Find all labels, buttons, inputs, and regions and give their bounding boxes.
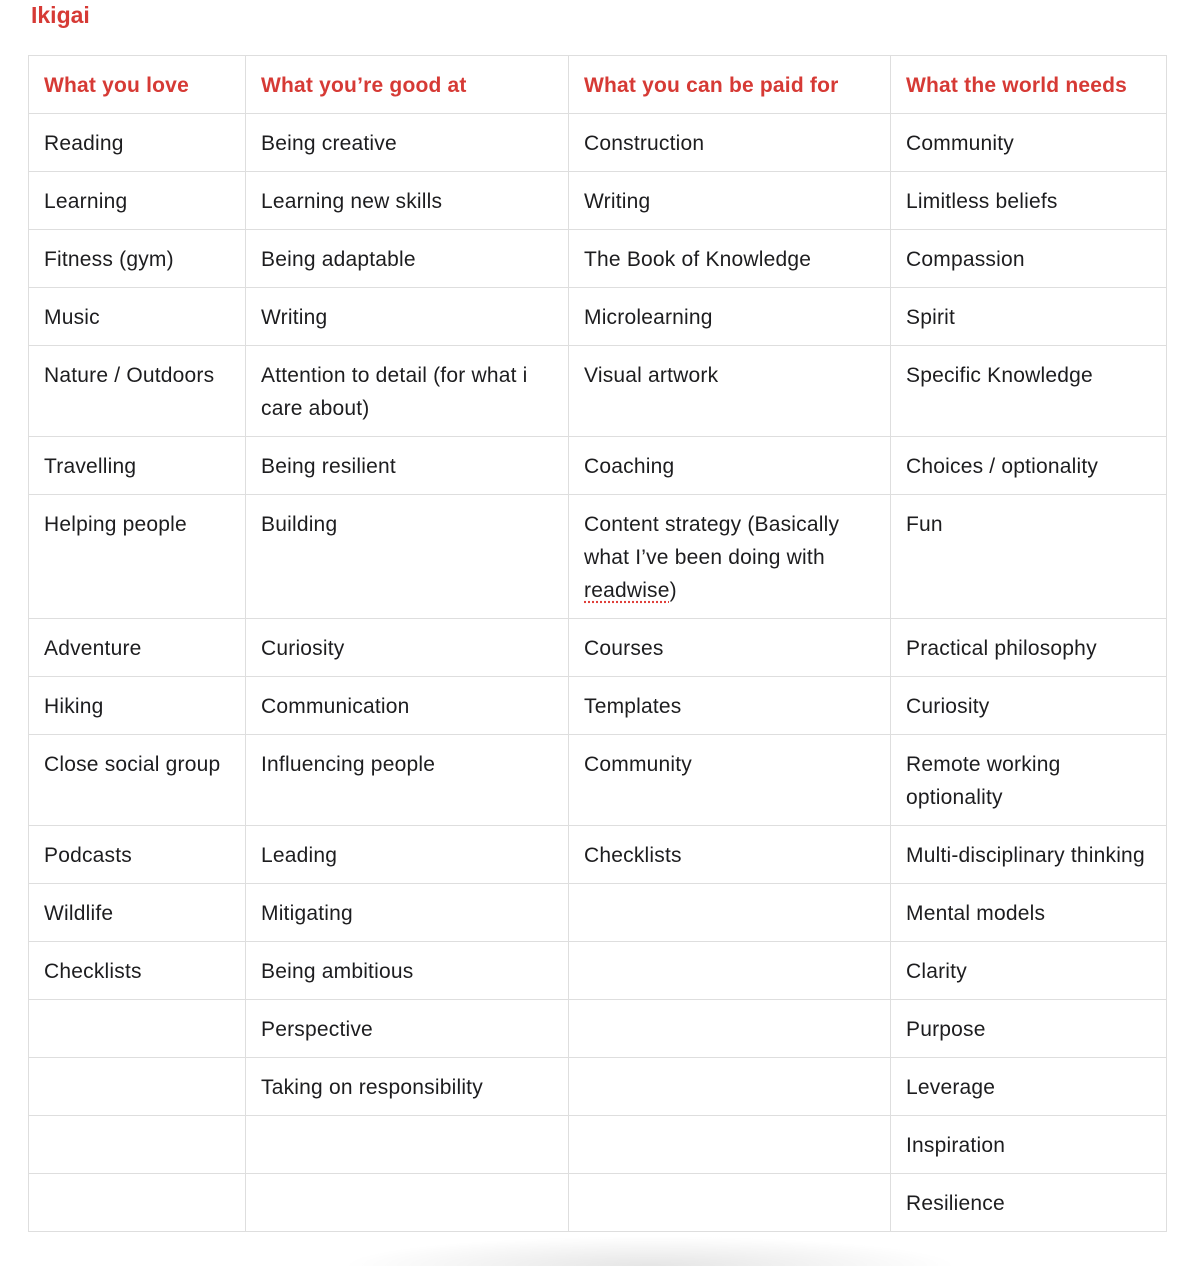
table-body — [29, 114, 1167, 1232]
spellcheck-flagged-word[interactable]: readwise — [584, 579, 670, 602]
table-row — [29, 288, 1167, 346]
table-row — [29, 346, 1167, 437]
table-cell-paid-for[interactable] — [569, 1058, 891, 1116]
table-cell-world-needs[interactable]: Choices / optionality — [891, 437, 1167, 495]
table-cell-paid-for[interactable]: Templates — [569, 677, 891, 735]
table-cell-love[interactable] — [29, 1174, 246, 1232]
table-cell-world-needs[interactable]: Mental models — [891, 884, 1167, 942]
column-header-good-at[interactable]: What you’re good at — [246, 56, 569, 114]
table-row — [29, 619, 1167, 677]
table-cell-paid-for[interactable]: Community — [569, 735, 891, 826]
table-row — [29, 114, 1167, 172]
table-row — [29, 1116, 1167, 1174]
scroll-shadow — [340, 1236, 960, 1266]
table-cell-love[interactable]: Checklists — [29, 942, 246, 1000]
table-cell-paid-for[interactable]: Courses — [569, 619, 891, 677]
table-row — [29, 677, 1167, 735]
table-cell-love[interactable]: Travelling — [29, 437, 246, 495]
table-cell-world-needs[interactable]: Clarity — [891, 942, 1167, 1000]
table-cell-good-at[interactable]: Writing — [246, 288, 569, 346]
table-cell-world-needs[interactable]: Limitless beliefs — [891, 172, 1167, 230]
table-cell-love[interactable] — [29, 1000, 246, 1058]
table-cell-paid-for[interactable]: Construction — [569, 114, 891, 172]
table-cell-good-at[interactable]: Communication — [246, 677, 569, 735]
table-cell-paid-for[interactable]: The Book of Knowledge — [569, 230, 891, 288]
table-cell-world-needs[interactable]: Specific Knowledge — [891, 346, 1167, 437]
table-cell-love[interactable]: Hiking — [29, 677, 246, 735]
table-cell-good-at[interactable]: Mitigating — [246, 884, 569, 942]
table-cell-world-needs[interactable]: Resilience — [891, 1174, 1167, 1232]
table-cell-world-needs[interactable]: Leverage — [891, 1058, 1167, 1116]
table-cell-world-needs[interactable]: Spirit — [891, 288, 1167, 346]
column-header-love[interactable]: What you love — [29, 56, 246, 114]
table-cell-world-needs[interactable]: Curiosity — [891, 677, 1167, 735]
table-cell-world-needs[interactable]: Practical philosophy — [891, 619, 1167, 677]
column-header-paid-for[interactable]: What you can be paid for — [569, 56, 891, 114]
table-cell-love[interactable]: Adventure — [29, 619, 246, 677]
table-row — [29, 172, 1167, 230]
table-row — [29, 230, 1167, 288]
table-cell-paid-for[interactable]: Visual artwork — [569, 346, 891, 437]
table-cell-good-at[interactable]: Attention to detail (for what i care about) — [246, 346, 569, 437]
header-row — [29, 56, 1167, 114]
table-cell-paid-for[interactable] — [569, 1000, 891, 1058]
table-cell-paid-for[interactable] — [569, 1116, 891, 1174]
table-cell-paid-for[interactable]: Writing — [569, 172, 891, 230]
table-cell-paid-for[interactable]: Microlearning — [569, 288, 891, 346]
table-row — [29, 437, 1167, 495]
table-row — [29, 735, 1167, 826]
table-row — [29, 884, 1167, 942]
table-cell-good-at[interactable]: Building — [246, 495, 569, 619]
table-cell-good-at[interactable] — [246, 1116, 569, 1174]
table-cell-love[interactable]: Reading — [29, 114, 246, 172]
table-cell-love[interactable]: Learning — [29, 172, 246, 230]
table-cell-love[interactable]: Podcasts — [29, 826, 246, 884]
table-cell-world-needs[interactable]: Purpose — [891, 1000, 1167, 1058]
table-cell-love[interactable]: Wildlife — [29, 884, 246, 942]
table-row — [29, 942, 1167, 1000]
column-header-world-needs[interactable]: What the world needs — [891, 56, 1167, 114]
table-cell-world-needs[interactable]: Fun — [891, 495, 1167, 619]
table-cell-love[interactable]: Helping people — [29, 495, 246, 619]
table-cell-love[interactable]: Close social group — [29, 735, 246, 826]
table-cell-paid-for[interactable]: Content strategy (Basically what I’ve been doing with readwise) — [569, 495, 891, 619]
table-cell-paid-for[interactable]: Checklists — [569, 826, 891, 884]
table-cell-love[interactable]: Nature / Outdoors — [29, 346, 246, 437]
table-cell-world-needs[interactable]: Community — [891, 114, 1167, 172]
table-cell-good-at[interactable]: Curiosity — [246, 619, 569, 677]
page-title: Ikigai — [31, 2, 90, 28]
table-cell-paid-for[interactable]: Coaching — [569, 437, 891, 495]
table-cell-good-at[interactable]: Being ambitious — [246, 942, 569, 1000]
table-cell-good-at[interactable]: Being adaptable — [246, 230, 569, 288]
table-cell-good-at[interactable] — [246, 1174, 569, 1232]
table-cell-paid-for[interactable] — [569, 1174, 891, 1232]
ikigai-table — [28, 55, 1167, 1232]
table-row — [29, 495, 1167, 619]
table-cell-love[interactable] — [29, 1058, 246, 1116]
table-row — [29, 1000, 1167, 1058]
table-cell-love[interactable]: Fitness (gym) — [29, 230, 246, 288]
table-cell-world-needs[interactable]: Multi-disciplinary thinking — [891, 826, 1167, 884]
table-cell-good-at[interactable]: Being resilient — [246, 437, 569, 495]
table-cell-world-needs[interactable]: Remote working optionality — [891, 735, 1167, 826]
table-cell-love[interactable] — [29, 1116, 246, 1174]
table-row — [29, 1174, 1167, 1232]
table-cell-love[interactable]: Music — [29, 288, 246, 346]
table-cell-good-at[interactable]: Learning new skills — [246, 172, 569, 230]
table-row — [29, 1058, 1167, 1116]
table-cell-good-at[interactable]: Leading — [246, 826, 569, 884]
table-cell-good-at[interactable]: Perspective — [246, 1000, 569, 1058]
table-cell-world-needs[interactable]: Inspiration — [891, 1116, 1167, 1174]
table-row — [29, 826, 1167, 884]
table-cell-paid-for[interactable] — [569, 942, 891, 1000]
table-cell-good-at[interactable]: Being creative — [246, 114, 569, 172]
table-cell-good-at[interactable]: Taking on responsibility — [246, 1058, 569, 1116]
table-cell-world-needs[interactable]: Compassion — [891, 230, 1167, 288]
table-cell-paid-for[interactable] — [569, 884, 891, 942]
table-cell-good-at[interactable]: Influencing people — [246, 735, 569, 826]
